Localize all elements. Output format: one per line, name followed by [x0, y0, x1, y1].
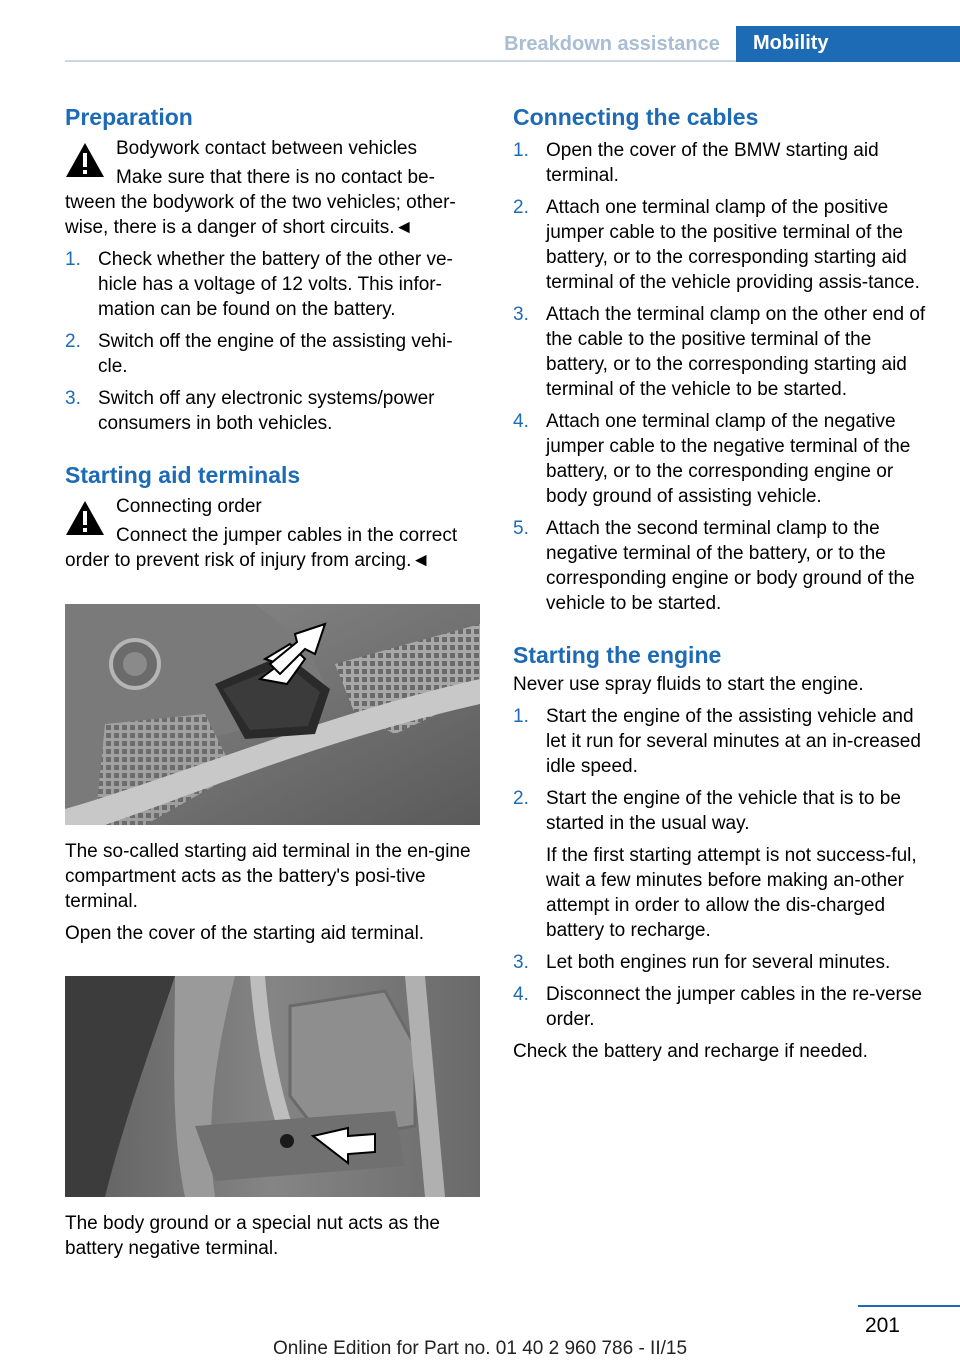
preparation-heading: Preparation [65, 104, 193, 130]
step-number: 3. [513, 952, 529, 973]
engine-compartment-illustration [65, 604, 480, 825]
list-item [513, 950, 928, 975]
list-item [65, 329, 480, 379]
online-edition-note: Online Edition for Part no. 01 40 2 960 786 - II/15 [272, 1338, 688, 1359]
right-column [513, 100, 928, 1064]
list-item [513, 516, 928, 616]
left-column [65, 100, 480, 1261]
list-item [513, 786, 928, 943]
list-item [513, 704, 928, 779]
step-text: Attach the second terminal clamp to the negative terminal of the battery, or to the corresponding engine or body ground of the vehicle to be started. [546, 518, 915, 614]
body-ground-illustration [65, 976, 480, 1197]
preparation-steps [65, 247, 480, 436]
figure1-caption: The so-called starting aid terminal in the en-gine compartment acts as the battery's posi-tive terminal. [65, 841, 471, 912]
engine-steps [513, 704, 928, 1032]
terminals-warning [65, 494, 480, 573]
list-item [65, 247, 480, 322]
list-item [513, 409, 928, 509]
step-number: 2. [513, 197, 529, 218]
step-number: 1. [65, 249, 81, 270]
figure2-caption: The body ground or a special nut acts as the battery negative terminal. [65, 1213, 440, 1259]
terminals-heading: Starting aid terminals [65, 462, 301, 488]
warning-text: Make sure that there is no contact be- [116, 167, 435, 188]
connecting-heading: Connecting the cables [513, 104, 759, 130]
list-item [513, 982, 928, 1032]
step-text: Disconnect the jumper cables in the re-verse order. [546, 984, 922, 1030]
step-text: Open the cover of the BMW starting aid terminal. [546, 140, 879, 186]
list-item [65, 386, 480, 436]
warning-icon [65, 142, 105, 178]
engine-heading: Starting the engine [513, 642, 722, 668]
list-item [513, 302, 928, 402]
step-text: Start the engine of the assisting vehicle and let it run for several minutes at an in-creased idle speed. [546, 706, 921, 777]
preparation-warning [65, 136, 480, 240]
step-text: Let both engines run for several minutes. [546, 952, 891, 973]
starting-aid-terminal-photo [65, 604, 480, 825]
warning-icon [65, 500, 105, 536]
engine-intro: Never use spray fluids to start the engine. [513, 674, 864, 695]
step-number: 1. [513, 140, 529, 161]
list-item [513, 195, 928, 295]
step-number: 3. [513, 304, 529, 325]
step-number: 4. [513, 984, 529, 1005]
header-section: Breakdown assistance [504, 33, 720, 55]
step-text: Switch off the engine of the assisting vehi-cle. [98, 331, 453, 377]
header-chapter-label: Mobility [753, 32, 829, 54]
step-text: Switch off any electronic systems/power consumers in both vehicles. [98, 388, 435, 434]
header-chapter-tab [736, 26, 960, 62]
warning-text-cont: order to prevent risk of injury from arcing.◄ [65, 550, 431, 571]
step-number: 1. [513, 706, 529, 727]
warning-text-cont: tween the bodywork of the two vehicles; other-wise, there is a danger of short circuits.◄ [65, 192, 456, 238]
step-text: Start the engine of the vehicle that is to be started in the usual way. [546, 788, 901, 834]
step-number: 2. [513, 788, 529, 809]
step-text: Attach one terminal clamp of the negative jumper cable to the negative terminal of the battery, or to the corresponding engine or body ground of assisting vehicle. [546, 411, 911, 507]
step-text: Attach one terminal clamp of the positive jumper cable to the positive terminal of the battery, or to the corresponding starting aid terminal of the vehicle providing assis-tance. [546, 197, 920, 293]
figure1-instruction: Open the cover of the starting aid terminal. [65, 923, 425, 944]
engine-outro: Check the battery and recharge if needed. [513, 1041, 868, 1062]
step-text: Check whether the battery of the other ve-hicle has a voltage of 12 volts. This infor-mation can be found on the battery. [98, 249, 453, 320]
warning-title: Bodywork contact between vehicles [116, 138, 417, 159]
warning-title: Connecting order [116, 496, 262, 517]
step-text: Attach the terminal clamp on the other end of the cable to the positive terminal of the battery, or to the corresponding starting aid terminal of the vehicle to be started. [546, 304, 926, 400]
warning-text: Connect the jumper cables in the correct [116, 525, 458, 546]
step-number: 3. [65, 388, 81, 409]
step-number: 4. [513, 411, 529, 432]
connecting-steps [513, 138, 928, 616]
page-number: 201 [864, 1314, 900, 1337]
list-item [513, 138, 928, 188]
body-ground-photo [65, 976, 480, 1197]
footer-rule [858, 1305, 960, 1307]
step-number: 2. [65, 331, 81, 352]
step-note: If the first starting attempt is not success-ful, wait a few minutes before making an-other attempt in order to allow the dis-charged battery to recharge. [546, 845, 917, 941]
step-number: 5. [513, 518, 529, 539]
